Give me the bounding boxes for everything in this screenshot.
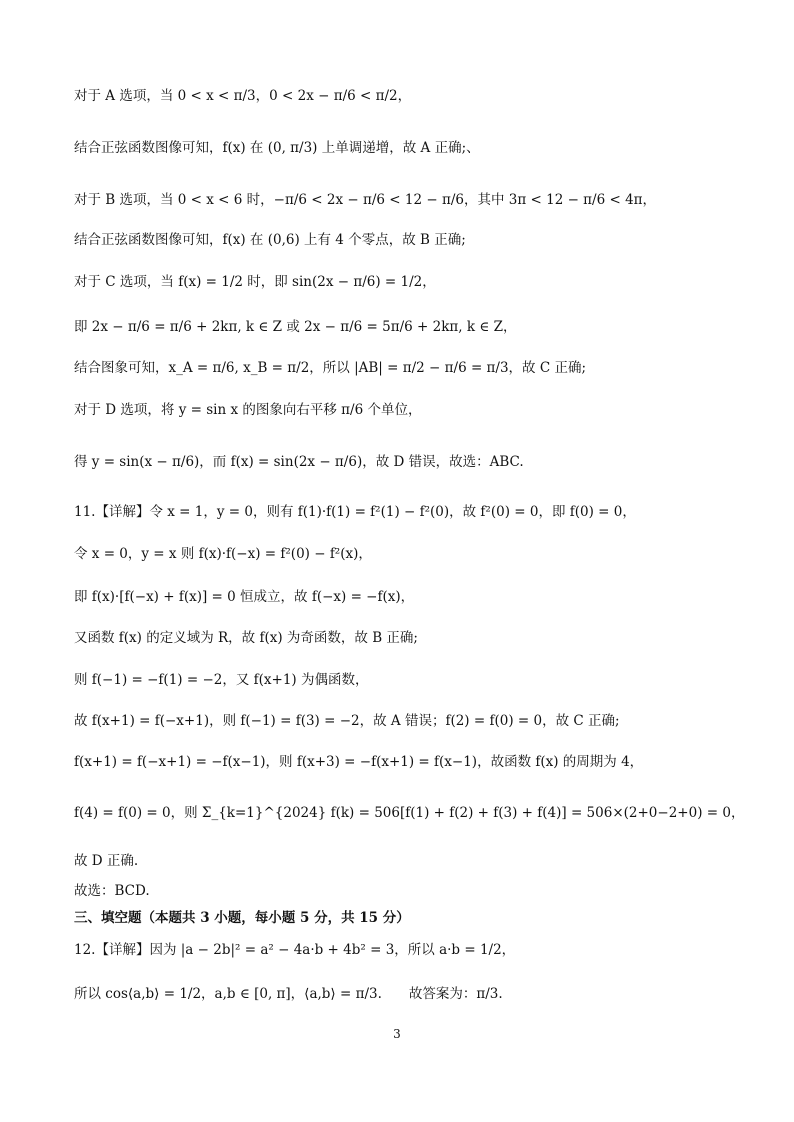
q11-step-8: f(4) = f(0) = 0，则 Σ_{k=1}^{2024} f(k) = 506[f(1) + f(2) + f(3) + f(4)] = 506×(2+0−2+0) = 0，: [74, 805, 745, 821]
q12-step-1: 12.【详解】因为 |a − 2b|² = a² − 4a·b + 4b² = 3，所以 a·b = 1/2，: [74, 942, 516, 958]
q11-step-7: f(x+1) = f(−x+1) = −f(x−1)，则 f(x+3) = −f(x+1) = f(x−1)，故函数 f(x) 的周期为 4，: [74, 754, 644, 770]
option-b-conclusion: 结合正弦函数图像可知，f(x) 在 (0,6) 上有 4 个零点，故 B 正确;: [74, 232, 466, 248]
option-d-condition: 对于 D 选项，将 y = sin x 的图象向右平移 π/6 个单位，: [74, 402, 422, 418]
q11-step-6: 故 f(x+1) = f(−x+1)，则 f(−1) = f(3) = −2，故 A 错误；f(2) = f(0) = 0，故 C 正确;: [74, 713, 620, 729]
page-number: 3: [393, 1027, 401, 1041]
option-c-condition: 对于 C 选项，当 f(x) = 1/2 时，即 sin(2x − π/6) = 1/2，: [74, 274, 436, 290]
q11-step-3: 即 f(x)·[f(−x) + f(x)] = 0 恒成立，故 f(−x) = −f(x)，: [74, 589, 415, 605]
option-c-conclusion: 结合图象可知，x_A = π/6, x_B = π/2，所以 |AB| = π/2 − π/6 = π/3，故 C 正确;: [74, 360, 587, 376]
q11-step-5: 则 f(−1) = −f(1) = −2，又 f(x+1) 为偶函数，: [74, 672, 369, 688]
q11-step-2: 令 x = 0，y = x 则 f(x)·f(−x) = f²(0) − f²(x)，: [74, 546, 372, 562]
option-a-condition: 对于 A 选项，当 0 < x < π/3，0 < 2x − π/6 < π/2，: [74, 88, 412, 104]
q11-step-1: 11.【详解】令 x = 1，y = 0，则有 f(1)·f(1) = f²(1) − f²(0)，故 f²(0) = 0，即 f(0) = 0，: [74, 504, 636, 520]
section-heading: 三、填空题（本题共 3 小题，每小题 5 分，共 15 分）: [74, 910, 410, 926]
q11-step-9: 故 D 正确.: [74, 853, 139, 869]
option-a-conclusion: 结合正弦函数图像可知，f(x) 在 (0, π/3) 上单调递增，故 A 正确;、: [74, 140, 480, 156]
q11-step-4: 又函数 f(x) 的定义域为 R，故 f(x) 为奇函数，故 B 正确;: [74, 630, 418, 646]
option-d-conclusion: 得 y = sin(x − π/6)，而 f(x) = sin(2x − π/6)，故 D 错误，故选：ABC.: [74, 454, 524, 470]
option-b-condition: 对于 B 选项，当 0 < x < 6 时，−π/6 < 2x − π/6 < 12 − π/6，其中 3π < 12 − π/6 < 4π，: [74, 192, 657, 208]
q12-step-2: 所以 cos⟨a,b⟩ = 1/2，a,b ∈ [0, π]，⟨a,b⟩ = π/3. 故答案为：π/3.: [74, 986, 503, 1002]
q11-answer: 故选：BCD.: [74, 883, 150, 899]
option-c-equation: 即 2x − π/6 = π/6 + 2kπ, k ∈ Z 或 2x − π/6 = 5π/6 + 2kπ, k ∈ Z，: [74, 319, 517, 335]
